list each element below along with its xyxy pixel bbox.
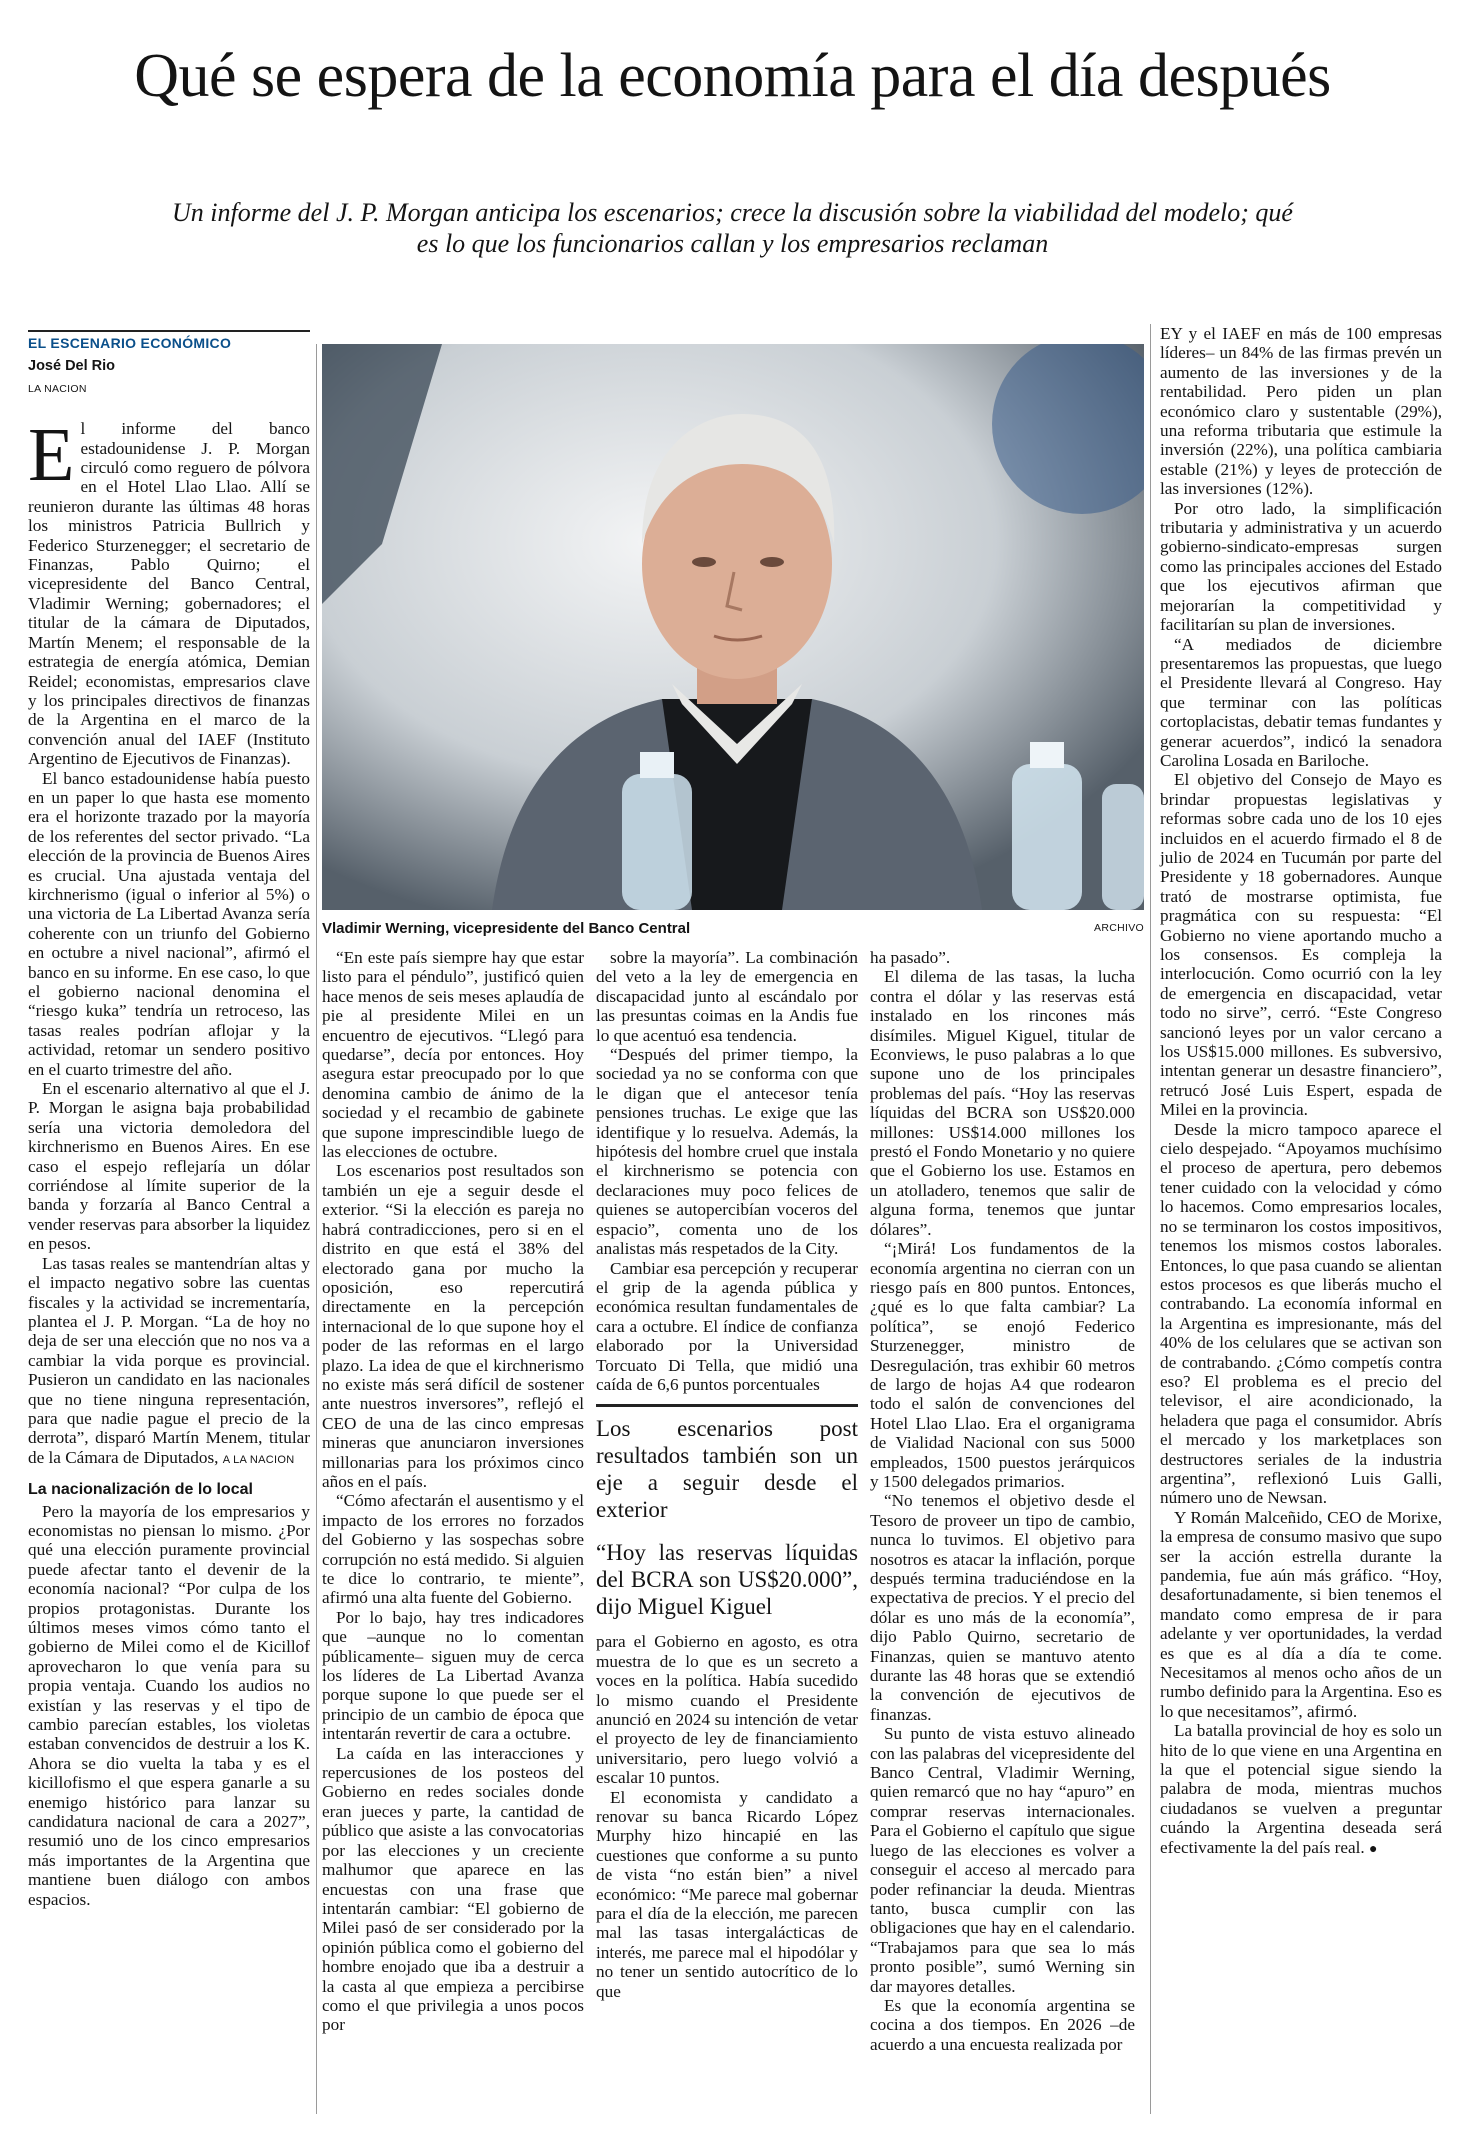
pull-quote-box: [596, 1404, 858, 1620]
paragraph: Las tasas reales se mantendrían altas y el impacto negativo sobre las cuentas fiscales y la actividad se incrementaría, plantea el J. P. Morgan. “La de hoy no deja de ser una elección que no nos va a cambiar la vida porque es provincial. Pusieron un candidato en las nacionales que no tiene ninguna representación, para que nadie pague el precio de la derrota”, disparó Martín Menem, titular de la Cámara de Diputados, A LA NACION: [28, 1253, 310, 1467]
lead-paragraph: El informe del banco estadounidense J. P. Morgan circuló como reguero de pólvora en el Hotel Llao Llao. Allí se reunieron durante las últimas 48 horas los ministros Patricia Bullrich y Federico Sturzenegger; el secretario de Finanzas, Pablo Quirno; el vicepresidente del Banco Central, Vladimir Werning; gobernadores; el titular de la cámara de Diputados, Martín Menem; el responsable de la estrategia de energía atómica, Demian Reidel; economistas, empresarios clave y los principales directivos de finanzas de la Argentina en el marco de la convención anual del IAEF (Instituto Argentino de Ejecutivos de Finanzas).: [28, 413, 310, 769]
column-3: [596, 948, 858, 2001]
paragraph: “A mediados de diciembre presentaremos las propuestas, que luego el Presidente llevará al Congreso. Hay que terminar con las políticas cortoplacistas, debatir temas fundantes y generar acuerdos”, indicó la senadora Carolina Losada en Bariloche.: [1160, 634, 1442, 770]
byline: [28, 334, 310, 399]
paragraph: La caída en las interacciones y repercusiones de los posteos del Gobierno en redes sociales donde eran jueces y parte, la cantidad de público que asiste a las convocatorias por las elecciones y un creciente malhumor que aparece en las encuestas con una frase que intentarán cambiar: “El gobierno de Milei pasó de ser considerado por la opinión pública como el gobierno del hombre enojado que iba a destruir a la casta al que empieza a percibirse como el que privilegia a unos pocos por: [322, 1743, 584, 2035]
deck: Un informe del J. P. Morgan anticipa los escenarios; crece la discusión sobre la viabilidad del modelo; qué es lo que los funcionarios callan y los empresarios reclaman: [172, 198, 1293, 258]
paragraph: Por lo bajo, hay tres indicadores que –aunque no lo comentan públicamente– siguen muy de cerca los líderes de La Libertad Avanza porque supone lo que puede ser el principio de un cambio de época que intentarán revertir de cara a octubre.: [322, 1607, 584, 1744]
author-outlet: LA NACION: [28, 382, 87, 395]
end-mark: ●: [1369, 1841, 1378, 1857]
paragraph: “No tenemos el objetivo desde el Tesoro de proveer un tipo de cambio, nunca lo tuvimos. El objetivo para nosotros es atacar la inflación, porque después termina traduciéndose en la expectativa de precios. Y el precio del dólar es uno más de la economía”, dijo Pablo Quirno, secretario de Finanzas, quien se mantuvo atento durante las 48 horas que se extendió la convención de ejecutivos de finanzas.: [870, 1491, 1135, 1724]
paragraph: “En este país siempre hay que estar listo para el péndulo”, justificó quien hace menos de seis meses aplaudía de pie al presidente Milei en un encuentro de ejecutivos. “Llegó para quedarse”, decía por entonces. Hoy asegura estar preocupado por lo que denomina cambio de ánimo de la sociedad y el recambio de gabinete que supone imprescindible luego de las elecciones de octubre.: [322, 948, 584, 1162]
photo-caption: [322, 920, 1144, 940]
subhead: La nacionalización de lo local: [28, 1481, 253, 1499]
paragraph: Es que la economía argentina se cocina a dos tiempos. En 2026 –de acuerdo a una encuesta realizada por: [870, 1995, 1135, 2054]
pull-quote: “Hoy las reservas líquidas del BCRA son US$20.000”, dijo Miguel Kiguel: [596, 1540, 858, 1620]
paragraph: sobre la mayoría”. La combinación del veto a la ley de emergencia en discapacidad junto al escándalo por las presuntas coimas en la Andis fue lo que acentuó esa tendencia.: [596, 948, 858, 1045]
author-name: José Del Rio: [28, 358, 116, 375]
paragraph: Los escenarios post resultados son también un eje a seguir desde el exterior. “Si la elección es pareja no habrá contradicciones, pero si en el distrito en que está el 38% del electorado gana por mucho la oposición, eso repercutirá directamente en la percepción internacional de lo que supone hoy el poder de las reformas en el largo plazo. La idea de que el kirchnerismo no existe más será difícil de sostener ante nuestros inversores”, reflejó el CEO de una de las cinco empresas mineras que anunciaron inversiones millonarias para los próximos cinco años en el país.: [322, 1161, 584, 1491]
section-label: EL ESCENARIO ECONÓMICO: [28, 335, 232, 351]
drop-cap: E: [28, 413, 75, 498]
paragraph: Y Román Malceñido, CEO de Morixe, la empresa de consumo masivo que supo ser la acción estrella durante la pandemia, fue aún más gráfico. “Hoy, desafortunadamente, si bien tenemos el mandato como empresa de ir para adelante y ver oportunidades, la verdad es que es al día a día te come. Necesitamos al menos ocho años de un rumbo definido para la Argentina. Eso es lo que necesitamos”, afirmó.: [1160, 1507, 1442, 1721]
paragraph: El objetivo del Consejo de Mayo es brindar propuestas legislativas y reformas sobre cada uno de los 10 ejes incluidos en el acuerdo firmado el 8 de julio de 2024 en Tucumán por parte del Presidente y 18 gobernadores. Aunque trató de mostrarse optimista, fue pragmática con su respuesta: “El Gobierno no viene aportando mucho a los consensos. Es compleja la interlocución. Como ocurrió con la ley de emergencia en discapacidad, vetar todo no sirve”, cerró. “Este Congreso sancionó leyes por un valor cercano a los US$15.000 millones. Es subversivo, intentan generar un desastre financiero”, retrucó José Luis Espert, espada de Milei en la provincia.: [1160, 770, 1442, 1120]
paragraph: Desde la micro tampoco aparece el cielo despejado. “Apoyamos muchísimo el proceso de apertura, pero debemos tener cuidado con la velocidad y cómo lo hacemos. Como empresarios locales, no se terminaron los costos impositivos, tenemos los mismos costos laborales. Entonces, lo que pasa cuando se alientan estos procesos es que liberás mucho el contrabando. La economía informal en la Argentina es impresionante, más del 40% de los celulares que se activan son de contrabando. ¿Cómo competís contra eso? El problema es el precio del televisor, el aire acondicionado, la heladera que paga el consumidor. Abrís el mercado y los marketplaces son destructores seriales de la industria argentina”, reflexionó Luis Galli, número uno de Newsan.: [1160, 1119, 1442, 1508]
column-5: [1160, 324, 1442, 1859]
photo-illustration: [322, 344, 1144, 910]
paragraph: ha pasado”.: [870, 948, 951, 967]
paragraph: Cambiar esa percepción y recuperar el grip de la agenda pública y económica resultan fundamentales de cara a octubre. El índice de confianza elaborado por la Universidad Torcuato Di Tella, que midió una caída de 6,6 puntos porcentuales: [596, 1258, 858, 1394]
paragraph: Por otro lado, la simplificación tributaria y administrativa y un acuerdo gobierno-sindicato-empresas surgen como las principales acciones del Estado que los ejecutivos afirman que mejorarían la competitividad y facilitarían su plan de inversiones.: [1160, 498, 1442, 635]
paragraph: “¡Mirá! Los fundamentos de la economía argentina no cierran con un riesgo país en 800 puntos. Entonces, ¿qué es lo que falta cambiar? La política”, se enojó Federico Sturzenegger, ministro de Desregulación, tras exhibir 60 metros de largo de hojas A4 que rodearon todo el salón de convenciones del Hotel Llao Llao. Era el organigrama de Vialidad Nacional con sus 5000 empleados, 1500 puestos jerárquicos y 1500 delegados primarios.: [870, 1239, 1135, 1491]
column-rule: [316, 344, 317, 2114]
paragraph: Su punto de vista estuvo alineado con las palabras del vicepresidente del Banco Central, Vladimir Werning, quien remarcó que no hay “apuro” en comprar reservas internacionales. Para el Gobierno el capítulo que sigue luego de las elecciones es volver a conseguir el acceso al mercado para poder refinanciar la deuda. Mientras tanto, busca cumplir con las obligaciones que hay en el calendario. “Trabajamos para que sea lo más pronto posible”, sumó Werning sin dar mayores detalles.: [870, 1724, 1135, 1996]
column-2: [322, 948, 584, 2035]
paragraph: El dilema de las tasas, la lucha contra el dólar y las reservas está instalado en los rincones más disímiles. Miguel Kiguel, titular de Econviews, le puso palabras a lo que supone uno de los principales problemas del país. “Hoy las reservas líquidas del BCRA son US$20.000 millones: US$14.000 millones los prestó el Fondo Monetario y no quiere que el Gobierno los use. Estamos en un atolladero, tenemos que salir de alguna forma, tenemos que juntar dólares”.: [870, 967, 1135, 1239]
headline: Qué se espera de la economía para el día después: [134, 42, 1331, 110]
column-4: [870, 948, 1135, 2054]
paragraph: El banco estadounidense había puesto en un paper lo que hasta ese momento era el horizonte trazado por la mayoría de los referentes del sector privado. “La elección de la provincia de Buenos Aires es crucial. Una ajustada ventaja del kirchnerismo (igual o inferior al 5%) o una victoria de La Libertad Avanza sería coherente con un triunfo del Gobierno en octubre a nivel nacional”, afirmó el banco en su informe. En ese caso, lo que el gobierno nacional denomina el “riesgo kuka” tendría un retroceso, las tasas reales podrían aflojar y la actividad, retomar un sendero positivo en el cuarto trimestre del año.: [28, 768, 310, 1079]
paragraph: EY y el IAEF en más de 100 empresas líderes– un 84% de las firmas prevén un aumento de las inversiones y de la rentabilidad. Pero piden un plan económico claro y sustentable (29%), una reforma tributaria que estimule la inversión (22%), una política cambiaria estable (21%) y leyes de protección de las inversiones (12%).: [1160, 324, 1442, 499]
paragraph: El economista y candidato a renovar su banca Ricardo López Murphy hizo hincapié en las cuestiones que conforme a su punto de vista “no están bien” a nivel económico: “Me parece mal gobernar para el día de la elección, me parecen mal las tasas intergalácticas de interés, me parece mal el hipodólar y no tener un sentido autocrítico de lo que: [596, 1787, 858, 2001]
pull-quote: Los escenarios post resultados también son un eje a seguir desde el exterior: [596, 1416, 858, 1523]
byline-rule: [28, 330, 310, 332]
sign-off: A LA NACION: [222, 1453, 295, 1466]
column-rule: [1150, 324, 1151, 2114]
caption-text: Vladimir Werning, vicepresidente del Banco Central: [322, 920, 691, 937]
column-1: [28, 335, 310, 1909]
paragraph: La batalla provincial de hoy es solo un hito de lo que viene en una Argentina en la que el potencial sigue siendo la palabra de moda, mientras muchos ciudadanos se vuelven a preguntar cuándo la Argentina deseada será efectivamente la del país real. ●: [1160, 1721, 1442, 1857]
photo-credit: ARCHIVO: [1094, 922, 1144, 934]
article-photo: [322, 344, 1144, 910]
paragraph: Pero la mayoría de los empresarios y economistas no piensan lo mismo. ¿Por qué una elección puramente provincial puede afectar tanto el devenir de la economía nacional? “Por culpa de los propios protagonistas. Durante los últimos meses vimos cómo tanto el gobierno de Milei como el de Kicillof aprovecharon lo que venía para su propia ventaja. Cuando los audios no existían y las reservas y el tipo de cambio parecían estables, los violetas estaban convencidos de destruir a los K. Ahora se dio vuelta la taba y es el kicillofismo el que espera ganarle a su enemigo histórico para lanzar su candidatura nacional de cara a 2027”, resumió uno de los cinco empresarios más importantes de la Argentina que mantiene buen diálogo con ambos espacios.: [28, 1501, 310, 1909]
paragraph: “Después del primer tiempo, la sociedad ya no se conforma con que le digan que el antecesor tenía pensiones truchas. Le exige que las identifique y lo resuelva. Además, la hipótesis del hombre cruel que instala el kirchnerismo se potencia con declaraciones muy poco felices de quienes se autopercibían voceros del espacio”, comenta uno de los analistas más respetados de la City.: [596, 1045, 858, 1259]
paragraph: “Cómo afectarán el ausentismo y el impacto de los errores no forzados del Gobierno y las sospechas sobre corrupción no está medido. Si alguien te dice lo contrario, te miente”, afirmó una alta fuente del Gobierno.: [322, 1491, 584, 1608]
paragraph: En el escenario alternativo al que el J. P. Morgan le asigna baja probabilidad sería una victoria demoledora del kirchnerismo en Buenos Aires. En ese caso el espejo reflejaría un dólar corriéndose al límite superior de la banda y forzaría al Banco Central a vender reservas para absorber la liquidez en pesos.: [28, 1079, 310, 1254]
paragraph: para el Gobierno en agosto, es otra muestra de lo que es un secreto a voces en la política. Había sucedido lo mismo cuando el Presidente anunció en 2024 su intención de vetar el proyecto de ley de financiamiento universitario, pero luego volvió a escalar 10 puntos.: [596, 1632, 858, 1788]
